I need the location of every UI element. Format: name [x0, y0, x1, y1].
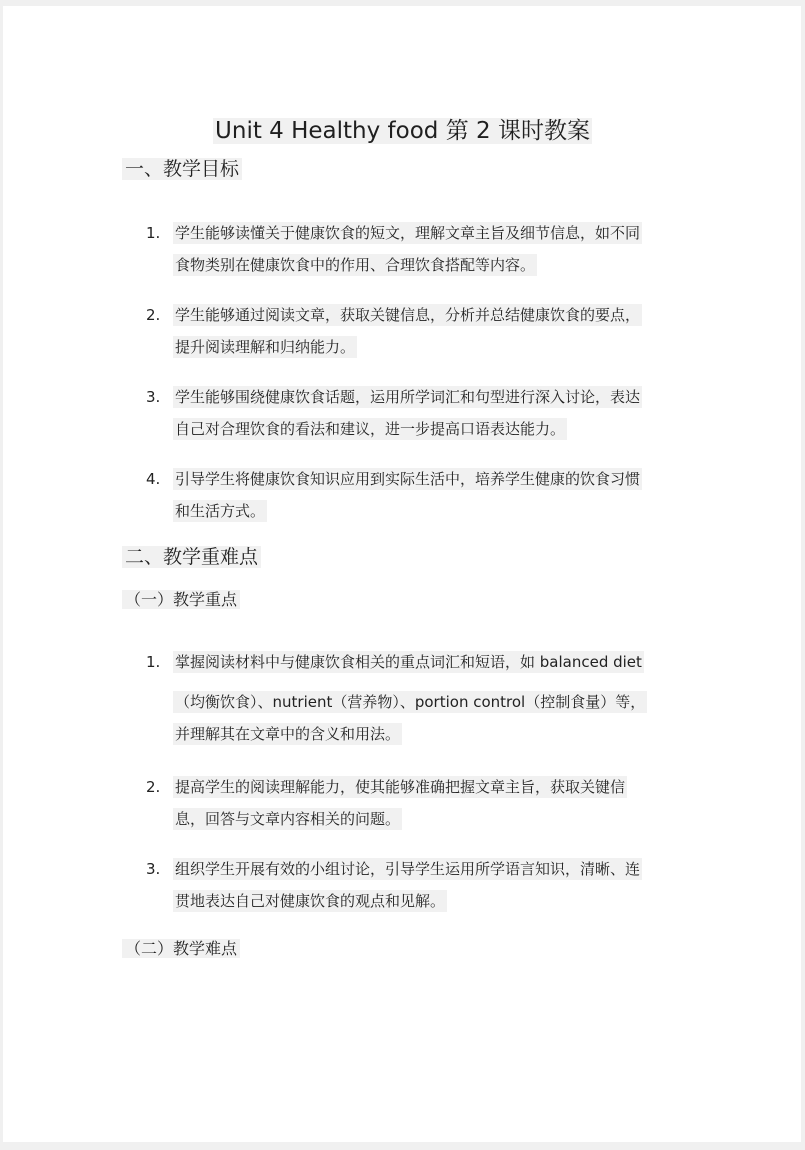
item-number: 2. — [146, 778, 161, 796]
item-line: 引导学生将健康饮食知识应用到实际生活中，培养学生健康的饮食习惯 — [175, 470, 641, 488]
item-line: 自己对合理饮食的看法和建议，进一步提高口语表达能力。 — [175, 420, 566, 438]
item-line: 组织学生开展有效的小组讨论，引导学生运用所学语言知识，清晰、连 — [175, 860, 641, 878]
subsection-heading-focus: （一）教学重点 — [122, 587, 240, 613]
subsection-heading-difficulties: （二）教学难点 — [122, 936, 240, 962]
item-line: 并理解其在文章中的含义和用法。 — [175, 725, 401, 743]
item-number: 3. — [146, 388, 161, 406]
item-line: （均衡饮食）、nutrient（营养物）、portion control（控制食量）等， — [175, 693, 646, 711]
item-line: 学生能够通过阅读文章，获取关键信息，分析并总结健康饮食的要点， — [175, 306, 641, 324]
section-heading-objectives: 一、教学目标 — [122, 154, 242, 184]
item-line: 学生能够围绕健康饮食话题，运用所学词汇和句型进行深入讨论，表达 — [175, 388, 641, 406]
item-number: 1. — [146, 653, 161, 671]
section-heading-key-points: 二、教学重难点 — [122, 542, 261, 572]
title-text: Unit 4 Healthy food 第 2 课时教案 — [215, 118, 590, 144]
item-line: 和生活方式。 — [175, 502, 266, 520]
item-line: 提高学生的阅读理解能力，使其能够准确把握文章主旨，获取关键信 — [175, 778, 626, 796]
item-number: 2. — [146, 306, 161, 324]
document-page — [3, 6, 801, 1142]
item-number: 1. — [146, 224, 161, 242]
document-title — [0, 113, 805, 149]
item-line: 掌握阅读材料中与健康饮食相关的重点词汇和短语，如 balanced diet — [175, 653, 642, 671]
item-line: 贯地表达自己对健康饮食的观点和见解。 — [175, 892, 446, 910]
item-line: 食物类别在健康饮食中的作用、合理饮食搭配等内容。 — [175, 256, 536, 274]
item-line: 学生能够读懂关于健康饮食的短文，理解文章主旨及细节信息，如不同 — [175, 224, 641, 242]
item-number: 4. — [146, 470, 161, 488]
item-line: 息，回答与文章内容相关的问题。 — [175, 810, 401, 828]
item-number: 3. — [146, 860, 161, 878]
item-line: 提升阅读理解和归纳能力。 — [175, 338, 356, 356]
